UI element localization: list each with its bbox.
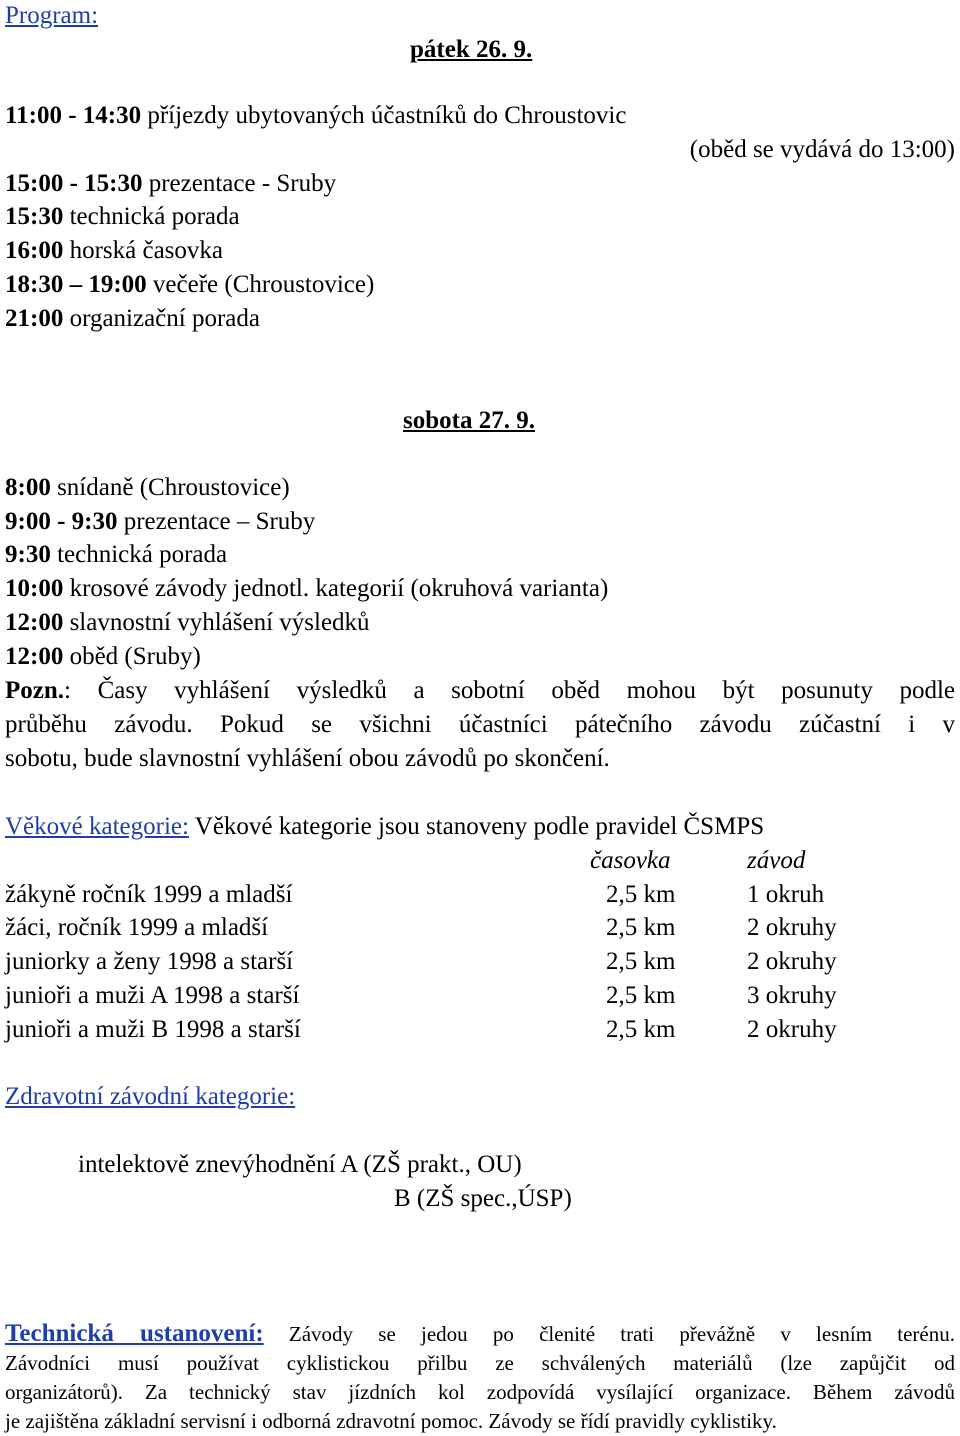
col-header-zavod: závod xyxy=(747,847,806,874)
time: 15:00 - 15:30 xyxy=(5,170,143,197)
text: technická porada xyxy=(69,203,240,230)
note-label: Pozn. xyxy=(5,677,65,704)
saturday-item-5 xyxy=(5,607,370,639)
friday-item-1 xyxy=(5,100,626,132)
time: 11:00 - 14:30 xyxy=(5,102,142,129)
text: příjezdy ubytovaných účastníků do Chroustovic xyxy=(147,102,627,129)
category-casovka: 2,5 km xyxy=(606,948,676,975)
saturday-item-3 xyxy=(5,539,227,571)
category-name: žákyně ročník 1999 a mladší xyxy=(5,881,293,908)
friday-item-7 xyxy=(5,303,260,335)
category-name: junioři a muži B 1998 a starší xyxy=(5,1016,301,1043)
friday-item-2 xyxy=(690,134,955,166)
age-categories-label: Věkové kategorie: xyxy=(5,813,189,840)
text: technická porada xyxy=(57,541,228,568)
note-text: : Časy vyhlášení výsledků a sobotní oběd mohou být posunuty podle xyxy=(64,677,955,704)
time: 21:00 xyxy=(5,305,64,332)
time: 12:00 xyxy=(5,643,64,670)
category-casovka: 2,5 km xyxy=(606,982,676,1009)
category-zavod: 2 okruhy xyxy=(747,914,837,941)
time: 8:00 xyxy=(5,474,51,501)
time: 18:30 – 19:00 xyxy=(5,271,147,298)
health-category-a: intelektově znevýhodnění A (ZŠ prakt., OU) xyxy=(78,1151,522,1178)
technical-line-4 xyxy=(5,1407,955,1436)
friday-item-6 xyxy=(5,269,374,301)
technical-text: je zajištěna základní servisní i odborná zdravotní pomoc. Závody se řídí pravidly cyklistiky. xyxy=(5,1409,777,1433)
time: 9:00 - 9:30 xyxy=(5,508,118,535)
technical-text: organizátorů). Za technický stav jízdních kol zodpovídá vysílající organizace. Během závodů xyxy=(5,1380,955,1404)
text: krosové závody jednotl. kategorií (okruhová varianta) xyxy=(69,575,609,602)
note-text: sobotu, bude slavnostní vyhlášení obou závodů po skončení. xyxy=(5,745,610,772)
saturday-item-1 xyxy=(5,472,290,504)
friday-item-3 xyxy=(5,168,336,200)
text: snídaně (Chroustovice) xyxy=(57,474,290,501)
age-categories-intro xyxy=(5,811,764,843)
col-header-casovka: časovka xyxy=(590,847,671,874)
category-casovka: 2,5 km xyxy=(606,1016,676,1043)
text: (oběd se vydává do 13:00) xyxy=(689,136,955,163)
category-name: junioři a muži A 1998 a starší xyxy=(5,982,300,1009)
text: organizační porada xyxy=(69,305,260,332)
text: prezentace – Sruby xyxy=(123,508,316,535)
program-heading: Program: xyxy=(5,2,99,29)
technical-line-2 xyxy=(5,1349,955,1378)
category-casovka: 2,5 km xyxy=(606,914,676,941)
note-line-2 xyxy=(5,709,955,741)
friday-heading: pátek 26. 9. xyxy=(410,36,533,63)
category-zavod: 2 okruhy xyxy=(747,948,837,975)
category-zavod: 2 okruhy xyxy=(747,1016,837,1043)
time: 15:30 xyxy=(5,203,64,230)
age-categories-intro-text: Věkové kategorie jsou stanoveny podle pravidel ČSMPS xyxy=(194,813,765,840)
note-line-1 xyxy=(5,675,955,707)
technical-label: Technická ustanovení: xyxy=(5,1320,264,1347)
note-text: průběhu závodu. Pokud se všichni účastníci pátečního závodu zúčastní i v xyxy=(5,711,955,738)
category-zavod: 1 okruh xyxy=(747,881,825,908)
health-category-b: B (ZŠ spec.,ÚSP) xyxy=(394,1185,572,1212)
text: slavnostní vyhlášení výsledků xyxy=(69,609,370,636)
friday-item-5 xyxy=(5,235,223,267)
technical-text: Závody se jedou po členité trati převážně v lesním terénu. xyxy=(263,1322,955,1346)
saturday-item-2 xyxy=(5,506,315,538)
saturday-item-4 xyxy=(5,573,608,605)
time: 16:00 xyxy=(5,237,64,264)
category-name: juniorky a ženy 1998 a starší xyxy=(5,948,294,975)
text: večeře (Chroustovice) xyxy=(152,271,375,298)
technical-line-1 xyxy=(5,1319,955,1349)
friday-item-4 xyxy=(5,201,240,233)
text: horská časovka xyxy=(69,237,223,264)
category-name: žáci, ročník 1999 a mladší xyxy=(5,914,269,941)
text: prezentace - Sruby xyxy=(148,170,337,197)
saturday-heading: sobota 27. 9. xyxy=(403,407,535,434)
note-line-3 xyxy=(5,743,955,775)
health-categories-label: Zdravotní závodní kategorie: xyxy=(5,1083,296,1110)
time: 12:00 xyxy=(5,609,64,636)
technical-line-3 xyxy=(5,1378,955,1407)
saturday-item-6 xyxy=(5,641,201,673)
category-casovka: 2,5 km xyxy=(606,881,676,908)
category-zavod: 3 okruhy xyxy=(747,982,837,1009)
time: 9:30 xyxy=(5,541,51,568)
technical-text: Závodníci musí používat cyklistickou přilbu ze schválených materiálů (lze zapůjčit od xyxy=(5,1351,955,1375)
time: 10:00 xyxy=(5,575,64,602)
text: oběd (Sruby) xyxy=(69,643,201,670)
